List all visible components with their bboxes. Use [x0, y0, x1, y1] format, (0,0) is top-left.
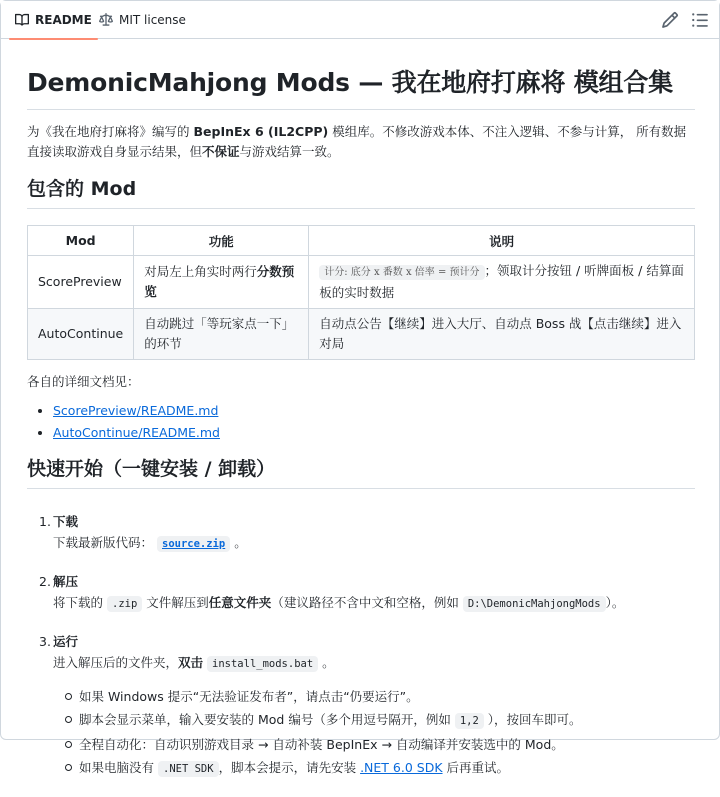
path-code: D:\DemonicMahjongMods — [463, 596, 606, 612]
step-text: 。 — [322, 655, 335, 670]
table-header-function: 功能 — [134, 226, 309, 256]
step-number: 2. — [39, 574, 51, 589]
func-text: 对局左上角实时两行 — [144, 264, 257, 279]
list-item — [53, 400, 695, 422]
book-icon — [15, 13, 29, 27]
intro-not-guaranteed: 不保证 — [202, 144, 240, 159]
link-scorepreview-readme[interactable]: ScorePreview/README.md — [53, 403, 219, 418]
step-text: （建议路径不含中文和空格，例如 — [271, 595, 459, 610]
intro-text-2: 模组库。不修改游戏本体、不注入逻辑、不参与计算， 所有数据直接读取游戏自身显示结果，但 — [27, 124, 687, 159]
desc-text: ；领取计分按钮 / 听牌面板 / 结算面板的实时数据 — [319, 263, 684, 300]
tab-license[interactable] — [91, 1, 194, 39]
step-bold: 双击 — [178, 655, 204, 670]
list-icon[interactable] — [691, 11, 709, 29]
dotnet-sdk-code: .NET SDK — [158, 761, 219, 777]
table-row — [28, 309, 695, 360]
table-cell-description — [309, 256, 695, 309]
quick-start-heading: 快速开始（一键安装 / 卸载） — [27, 456, 695, 489]
readme-article — [27, 39, 695, 797]
step-body — [53, 532, 695, 555]
list-item — [65, 708, 695, 733]
intro-bepinex: BepInEx 6 (IL2CPP) — [193, 124, 329, 139]
step-number: 3. — [39, 634, 51, 649]
law-icon — [99, 13, 113, 27]
step-title: 下载 — [53, 514, 79, 529]
step-text: 。 — [234, 535, 247, 550]
table-cell-mod: AutoContinue — [28, 309, 134, 360]
step-item — [39, 571, 695, 615]
bat-code: install_mods.bat — [207, 656, 318, 672]
mods-table — [27, 225, 695, 360]
step-item — [39, 511, 695, 555]
doc-links-list — [53, 400, 695, 444]
step-number: 1. — [39, 514, 51, 529]
step-body — [53, 652, 695, 675]
note-text: 如果电脑没有 — [79, 760, 155, 775]
list-item: 全程自动化：自动识别游戏目录 → 自动补装 BepInEx → 自动编译并安装选中的 Mod。 — [65, 733, 695, 756]
intro-paragraph — [27, 122, 695, 162]
list-item: 如果 Windows 提示“无法验证发布者”，请点击“仍要运行”。 — [65, 685, 695, 708]
table-row — [28, 256, 695, 309]
dotnet-sdk-link[interactable]: .NET 6.0 SDK — [360, 760, 443, 775]
docs-label: 各自的详细文档见： — [27, 374, 140, 389]
list-item — [65, 756, 695, 781]
step-text: 文件解压到 — [146, 595, 209, 610]
mod-number-code: 1,2 — [455, 713, 484, 729]
table-cell-function: 自动跳过「等玩家点一下」的环节 — [134, 309, 309, 360]
note-text: ，脚本会提示，请先安装 — [218, 760, 357, 775]
tab-readme[interactable] — [7, 1, 100, 39]
step-title: 解压 — [53, 574, 79, 589]
intro-text-1: 为《我在地府打麻将》编写的 — [27, 124, 194, 139]
note-text: 后再重试。 — [446, 760, 510, 775]
table-cell-mod: ScorePreview — [28, 256, 134, 309]
step-bold: 任意文件夹 — [208, 595, 272, 610]
table-cell-function — [134, 256, 309, 309]
zip-code: .zip — [107, 596, 142, 612]
step-text: ）。 — [605, 595, 625, 610]
run-notes-list — [65, 685, 695, 781]
mods-heading: 包含的 Mod — [27, 176, 695, 209]
step-text: 将下载的 — [53, 595, 104, 610]
readme-tabbar — [1, 1, 719, 39]
source-zip-link[interactable] — [157, 535, 230, 550]
note-text: ），按回车即可。 — [487, 712, 582, 727]
step-text: 下载最新版代码： — [53, 535, 154, 550]
formula-code: 计分: 底分 x 番数 x 倍率 = 预计分 — [319, 265, 484, 280]
table-header-row — [28, 226, 695, 256]
table-cell-description: 自动点公告【继续】进入大厅、自动点 Boss 战【点击继续】进入对局 — [309, 309, 695, 360]
tab-license-label: MIT license — [119, 13, 186, 27]
tab-readme-label: README — [35, 13, 92, 27]
pencil-icon[interactable] — [661, 11, 679, 29]
func-bold: 分数预览 — [144, 264, 295, 299]
table-header-description: 说明 — [309, 226, 695, 256]
step-body — [53, 592, 695, 615]
steps-list — [39, 511, 695, 781]
intro-text-3: 与游戏结算一致。 — [239, 144, 340, 159]
table-header-mod: Mod — [28, 226, 134, 256]
step-title: 运行 — [53, 634, 79, 649]
note-text: 脚本会显示菜单，输入要安装的 Mod 编号（多个用逗号隔开，例如 — [79, 712, 451, 727]
step-text: 进入解压后的文件夹， — [53, 655, 179, 670]
source-zip-code: source.zip — [157, 536, 230, 552]
page-title: DemonicMahjong Mods — 我在地府打麻将 模组合集 — [27, 67, 695, 110]
list-item — [53, 422, 695, 444]
link-autocontinue-readme[interactable]: AutoContinue/README.md — [53, 425, 220, 440]
step-item — [39, 631, 695, 781]
